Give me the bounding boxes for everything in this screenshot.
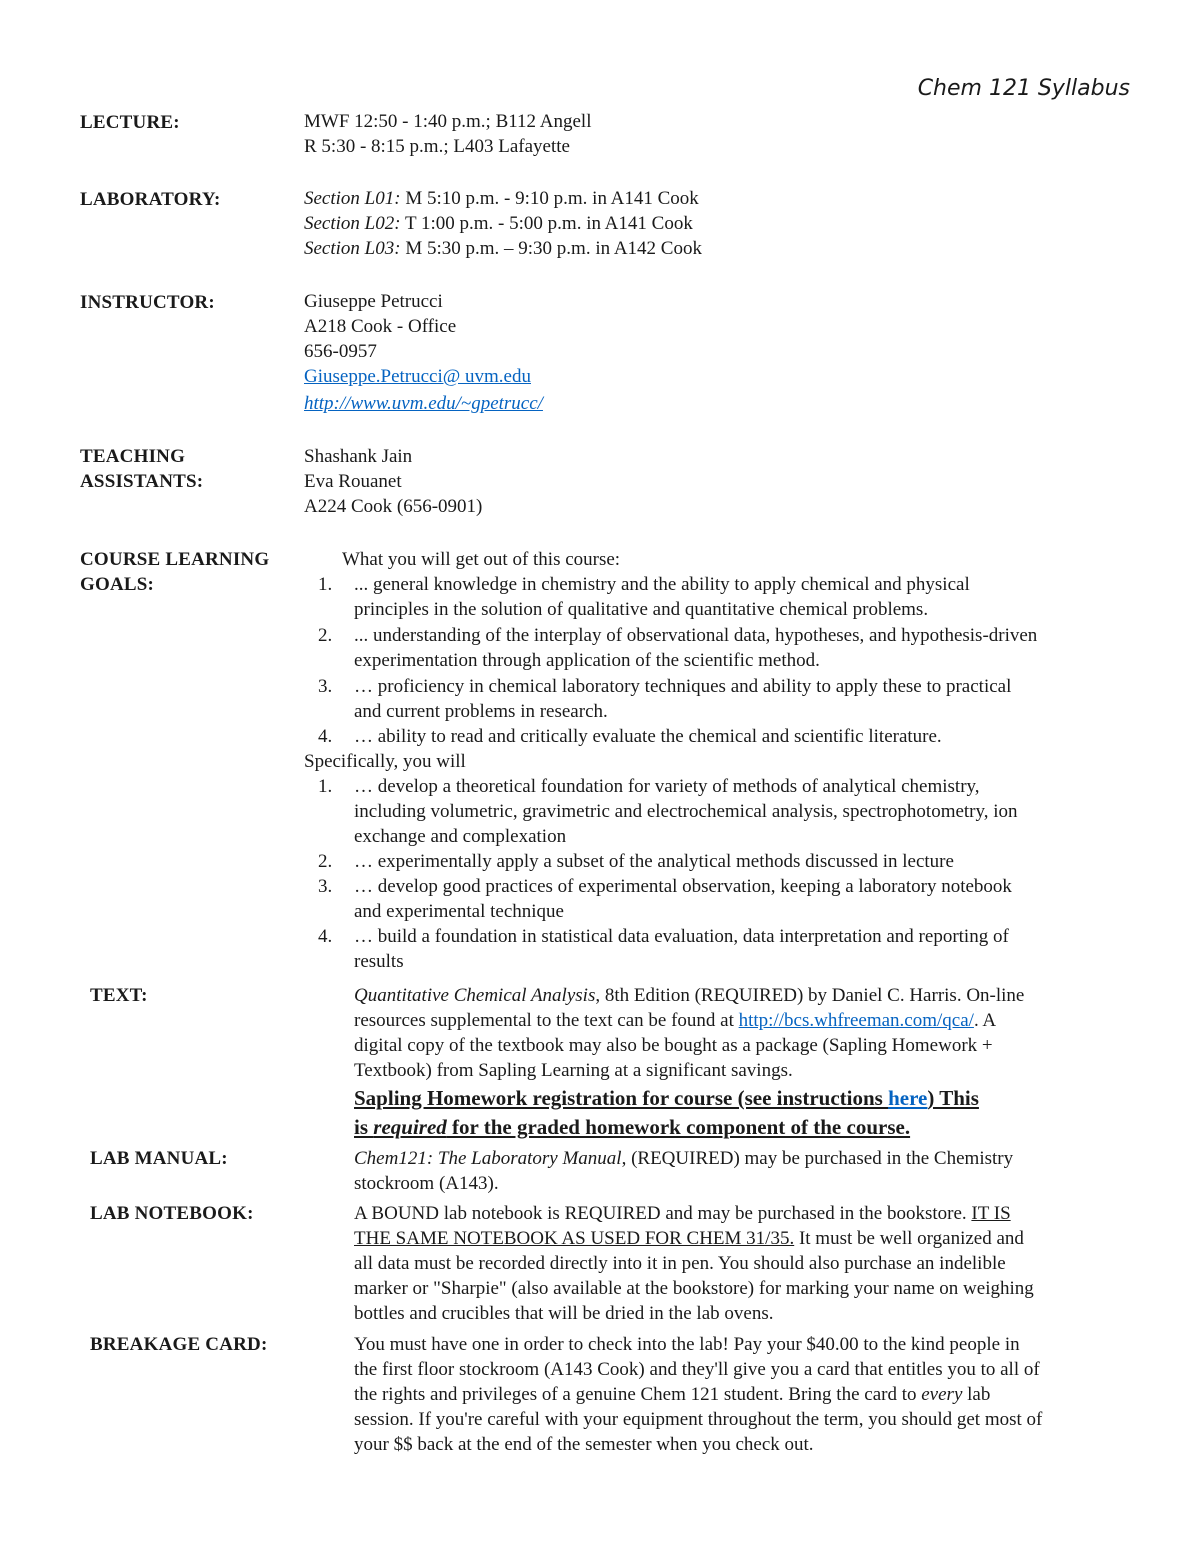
breakage-card-line-5: your $$ back at the end of the semester when you check out. (354, 1434, 814, 1455)
lab-manual-line-1 (354, 1147, 1013, 1171)
breakage-card-line-3-italic: every (921, 1384, 963, 1405)
sapling-instructions-link[interactable]: here (888, 1086, 928, 1110)
goals-label-line-2: GOALS: (80, 574, 155, 595)
list-item: principles in the solution of qualitative and quantitative chemical problems. (354, 599, 929, 620)
instructor-website-link[interactable]: http://www.uvm.edu/~gpetrucc/ (304, 393, 543, 414)
ta-label-line-1: TEACHING (80, 446, 186, 467)
list-item: … proficiency in chemical laboratory techniques and ability to apply these to practical (354, 676, 1012, 697)
lab-notebook-line-2-post: It must be well organized and (794, 1228, 1024, 1249)
text-line-3: digital copy of the textbook may also be bought as a package (Sapling Homework + (354, 1035, 993, 1056)
lab-section-name: Section L02: (304, 213, 401, 234)
breakage-card-line-3 (354, 1383, 990, 1407)
instructor-label: INSTRUCTOR: (80, 292, 215, 313)
list-number: 4. (318, 926, 333, 947)
lab-notebook-line-4: marker or "Sharpie" (also available at the bookstore) for marking your name on weighing (354, 1278, 1034, 1299)
list-number: 4. (318, 726, 333, 747)
list-number: 2. (318, 851, 333, 872)
sapling2-italic: required (373, 1115, 447, 1139)
instructor-phone: 656-0957 (304, 341, 377, 362)
lab-notebook-line-2 (354, 1227, 1024, 1251)
sapling-pre: Sapling Homework registration for course (see instructions (354, 1086, 889, 1110)
page-title: Chem 121 Syllabus (917, 76, 1130, 101)
lab-notebook-line-3: all data must be recorded directly into it in pen. You should also purchase an indelible (354, 1253, 1006, 1274)
list-item: experimentation through application of the scientific method. (354, 650, 820, 671)
text-line-2-pre: resources supplemental to the text can be found at (354, 1010, 739, 1031)
lab-section-detail: M 5:30 p.m. – 9:30 p.m. in A142 Cook (400, 238, 702, 259)
sapling-notice-line-1 (354, 1086, 979, 1111)
lab-section-l03 (304, 237, 702, 261)
instructor-name: Giuseppe Petrucci (304, 291, 443, 312)
list-item: ... understanding of the interplay of observational data, hypotheses, and hypothesis-driven (354, 625, 1038, 646)
list-item: including volumetric, gravimetric and electrochemical analysis, spectrophotometry, ion (354, 801, 1018, 822)
lab-manual-line-2: stockroom (A143). (354, 1173, 499, 1194)
lab-section-l02 (304, 212, 693, 236)
goals-intro: What you will get out of this course: (342, 549, 621, 570)
list-item: … experimentally apply a subset of the analytical methods discussed in lecture (354, 851, 954, 872)
lab-section-name: Section L01: (304, 188, 401, 209)
goals-label-line-1: COURSE LEARNING (80, 549, 270, 570)
textbook-resources-link[interactable]: http://bcs.whfreeman.com/qca/ (738, 1010, 974, 1031)
ta-label-line-2: ASSISTANTS: (80, 471, 204, 492)
list-item: … ability to read and critically evaluate the chemical and scientific literature. (354, 726, 942, 747)
breakage-card-label: BREAKAGE CARD: (90, 1334, 268, 1355)
list-item: results (354, 951, 404, 972)
text-label: TEXT: (90, 985, 148, 1006)
list-item: and experimental technique (354, 901, 564, 922)
list-number: 3. (318, 876, 333, 897)
ta-name-2: Eva Rouanet (304, 471, 402, 492)
list-item: and current problems in research. (354, 701, 608, 722)
ta-office: A224 Cook (656-0901) (304, 496, 483, 517)
sapling-notice-line-2 (354, 1115, 910, 1140)
lab-notebook-line-2-underlined: THE SAME NOTEBOOK AS USED FOR CHEM 31/35. (354, 1228, 795, 1249)
lab-notebook-line-1-pre: A BOUND lab notebook is REQUIRED and may be purchased in the bookstore. (354, 1203, 972, 1224)
sapling2-post: for the graded homework component of the course. (446, 1115, 911, 1139)
text-line-1-rest: , 8th Edition (REQUIRED) by Daniel C. Harris. On-line (595, 985, 1025, 1006)
list-number: 1. (318, 574, 333, 595)
text-line-4: Textbook) from Sapling Learning at a significant savings. (354, 1060, 793, 1081)
sapling2-pre: is (354, 1115, 374, 1139)
goals-specific-intro: Specifically, you will (304, 751, 466, 772)
instructor-office: A218 Cook - Office (304, 316, 457, 337)
lab-section-detail: T 1:00 p.m. - 5:00 p.m. in A141 Cook (400, 213, 693, 234)
list-item: exchange and complexation (354, 826, 567, 847)
textbook-title: Quantitative Chemical Analysis (354, 985, 596, 1006)
list-item: … build a foundation in statistical data evaluation, data interpretation and reporting of (354, 926, 1009, 947)
list-number: 1. (318, 776, 333, 797)
breakage-card-line-2: the first floor stockroom (A143 Cook) and they'll give you a card that entitles you to all of (354, 1359, 1040, 1380)
sapling-post: ) This (927, 1086, 979, 1110)
list-item: … develop a theoretical foundation for variety of methods of analytical chemistry, (354, 776, 980, 797)
lab-notebook-line-1 (354, 1202, 1011, 1226)
lab-manual-label: LAB MANUAL: (90, 1148, 228, 1169)
breakage-card-line-3-pre: the rights and privileges of a genuine Chem 121 student. Bring the card to (354, 1384, 922, 1405)
lecture-line-1: MWF 12:50 - 1:40 p.m.; B112 Angell (304, 111, 592, 132)
text-line-2-post: . A (973, 1010, 997, 1031)
breakage-card-line-3-post: lab (962, 1384, 991, 1405)
lab-section-name: Section L03: (304, 238, 401, 259)
lecture-line-2: R 5:30 - 8:15 p.m.; L403 Lafayette (304, 136, 570, 157)
lab-notebook-line-1-underlined: IT IS (971, 1203, 1011, 1224)
list-item: ... general knowledge in chemistry and the ability to apply chemical and physical (354, 574, 970, 595)
list-item: … develop good practices of experimental observation, keeping a laboratory notebook (354, 876, 1012, 897)
lab-section-l01 (304, 187, 699, 211)
laboratory-label: LABORATORY: (80, 189, 221, 210)
lab-manual-line-1-rest: , (REQUIRED) may be purchased in the Chemistry (621, 1148, 1014, 1169)
breakage-card-line-4: session. If you're careful with your equipment throughout the term, you should get most of (354, 1409, 1043, 1430)
list-number: 2. (318, 625, 333, 646)
instructor-email-link[interactable]: Giuseppe.Petrucci@ uvm.edu (304, 366, 531, 387)
ta-name-1: Shashank Jain (304, 446, 413, 467)
lab-manual-title: Chem121: The Laboratory Manual (354, 1148, 622, 1169)
list-number: 3. (318, 676, 333, 697)
text-line-1 (354, 984, 1024, 1008)
text-line-2 (354, 1009, 996, 1033)
lab-notebook-line-5: bottles and crucibles that will be dried in the lab ovens. (354, 1303, 774, 1324)
breakage-card-line-1: You must have one in order to check into the lab! Pay your $40.00 to the kind people in (354, 1334, 1020, 1355)
lecture-label: LECTURE: (80, 112, 180, 133)
lab-notebook-label: LAB NOTEBOOK: (90, 1203, 254, 1224)
lab-section-detail: M 5:10 p.m. - 9:10 p.m. in A141 Cook (400, 188, 699, 209)
